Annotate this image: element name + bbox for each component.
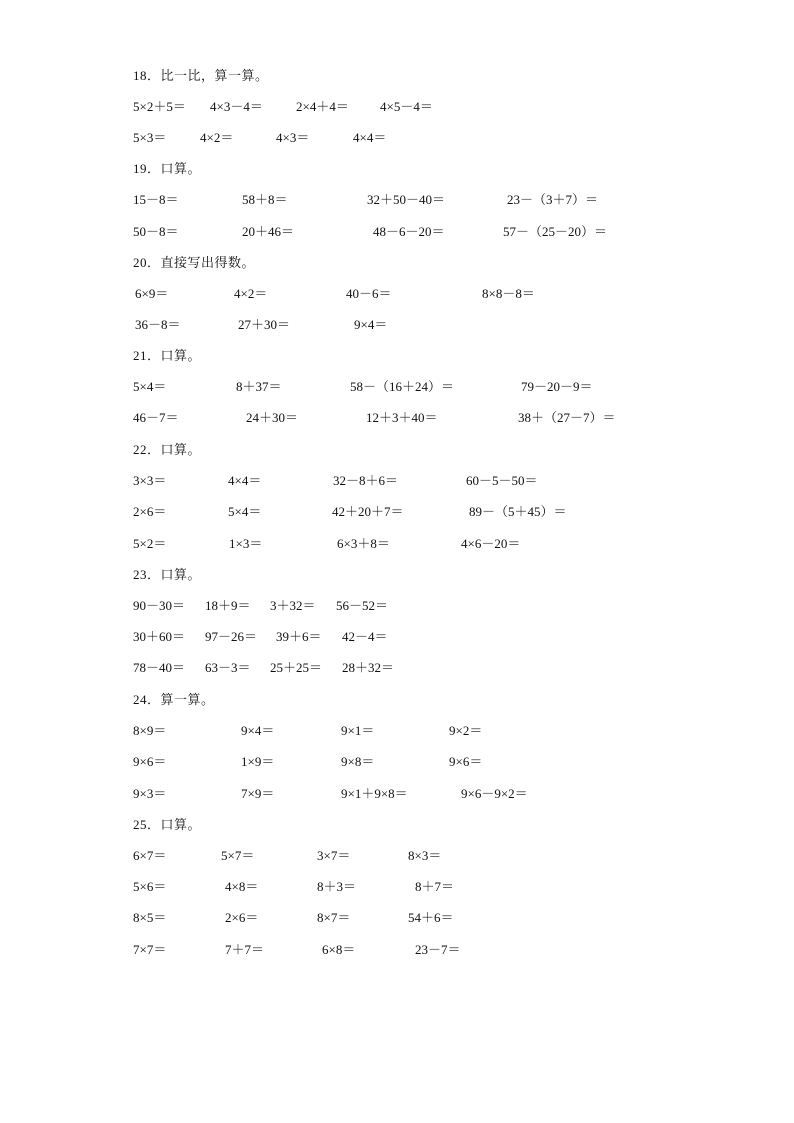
section-20-row-2 xyxy=(0,315,794,335)
problem: 3＋32＝ xyxy=(270,598,316,613)
section-23-row-3 xyxy=(0,658,794,678)
problem: 9×1＝ xyxy=(341,723,375,738)
problem: 32＋50－40＝ xyxy=(367,192,446,207)
problem: 8＋7＝ xyxy=(415,879,455,894)
problem: 42＋20＋7＝ xyxy=(332,504,404,519)
section-25-row-2 xyxy=(0,877,794,897)
section-20-title: 20．直接写出得数。 xyxy=(133,255,256,270)
problem: 7＋7＝ xyxy=(225,942,265,957)
problem: 2×6＝ xyxy=(133,504,167,519)
section-18-row-2 xyxy=(0,128,794,148)
problem: 4×8＝ xyxy=(225,879,259,894)
section-19-title: 19．口算。 xyxy=(133,161,202,176)
problem: 9×6－9×2＝ xyxy=(461,786,528,801)
problem: 63－3＝ xyxy=(205,660,251,675)
problem: 58＋8＝ xyxy=(242,192,288,207)
problem: 30＋60＝ xyxy=(133,629,186,644)
problem: 6×8＝ xyxy=(322,942,356,957)
problem: 24＋30＝ xyxy=(246,410,299,425)
problem: 8×8－8＝ xyxy=(482,286,535,301)
problem: 15－8＝ xyxy=(133,192,179,207)
problem: 7×7＝ xyxy=(133,942,167,957)
section-25-row-3 xyxy=(0,908,794,928)
problem: 3×3＝ xyxy=(133,473,167,488)
problem: 56－52＝ xyxy=(336,598,389,613)
problem: 20＋46＝ xyxy=(242,224,295,239)
section-18-row-1 xyxy=(0,97,794,117)
problem: 9×4＝ xyxy=(354,317,388,332)
section-25-row-4 xyxy=(0,940,794,960)
problem: 58－（16＋24）＝ xyxy=(350,379,455,394)
section-25-row-1 xyxy=(0,846,794,866)
problem: 4×3－4＝ xyxy=(210,99,263,114)
problem: 36－8＝ xyxy=(135,317,181,332)
section-22-row-1 xyxy=(0,471,794,491)
problem: 57－（25－20）＝ xyxy=(503,224,608,239)
section-18-title: 18．比一比，算一算。 xyxy=(133,68,269,83)
problem: 8＋3＝ xyxy=(317,879,357,894)
problem: 5×7＝ xyxy=(221,848,255,863)
section-25-title: 25．口算。 xyxy=(133,817,202,832)
problem: 4×5－4＝ xyxy=(380,99,433,114)
problem: 6×3＋8＝ xyxy=(337,536,390,551)
problem: 90－30＝ xyxy=(133,598,186,613)
problem: 5×6＝ xyxy=(133,879,167,894)
problem: 9×8＝ xyxy=(341,754,375,769)
problem: 4×4＝ xyxy=(228,473,262,488)
problem: 12＋3＋40＝ xyxy=(366,410,438,425)
section-24-title: 24．算一算。 xyxy=(133,692,215,707)
section-22-row-2 xyxy=(0,502,794,522)
problem: 8＋37＝ xyxy=(236,379,282,394)
section-19-row-1 xyxy=(0,190,794,210)
problem: 25＋25＝ xyxy=(270,660,323,675)
problem: 9×2＝ xyxy=(449,723,483,738)
section-22-row-3 xyxy=(0,534,794,554)
problem: 8×5＝ xyxy=(133,910,167,925)
problem: 97－26＝ xyxy=(205,629,258,644)
section-20-row-1 xyxy=(0,284,794,304)
problem: 79－20－9＝ xyxy=(521,379,593,394)
section-22-title: 22．口算。 xyxy=(133,442,202,457)
section-24-row-3 xyxy=(0,784,794,804)
problem: 40－6＝ xyxy=(346,286,392,301)
problem: 1×3＝ xyxy=(229,536,263,551)
problem: 4×2＝ xyxy=(234,286,268,301)
problem: 2×6＝ xyxy=(225,910,259,925)
problem: 5×4＝ xyxy=(133,379,167,394)
section-19-row-2 xyxy=(0,222,794,242)
problem: 27＋30＝ xyxy=(238,317,291,332)
section-24-row-2 xyxy=(0,752,794,772)
problem: 5×2＋5＝ xyxy=(133,99,186,114)
problem: 5×2＝ xyxy=(133,536,167,551)
problem: 4×6－20＝ xyxy=(461,536,521,551)
problem: 8×3＝ xyxy=(408,848,442,863)
problem: 8×7＝ xyxy=(317,910,351,925)
problem: 42－4＝ xyxy=(342,629,388,644)
section-23-row-2 xyxy=(0,627,794,647)
problem: 50－8＝ xyxy=(133,224,179,239)
section-21-row-2 xyxy=(0,408,794,428)
problem: 9×4＝ xyxy=(241,723,275,738)
problem: 3×7＝ xyxy=(317,848,351,863)
problem: 4×2＝ xyxy=(200,130,234,145)
problem: 2×4＋4＝ xyxy=(296,99,349,114)
section-23-row-1 xyxy=(0,596,794,616)
problem: 60－5－50＝ xyxy=(466,473,538,488)
section-21-row-1 xyxy=(0,377,794,397)
problem: 9×3＝ xyxy=(133,786,167,801)
problem: 78－40＝ xyxy=(133,660,186,675)
problem: 4×3＝ xyxy=(276,130,310,145)
problem: 54＋6＝ xyxy=(408,910,454,925)
problem: 46－7＝ xyxy=(133,410,179,425)
problem: 5×4＝ xyxy=(228,504,262,519)
problem: 28＋32＝ xyxy=(342,660,395,675)
problem: 48－6－20＝ xyxy=(373,224,445,239)
problem: 89－（5＋45）＝ xyxy=(469,504,567,519)
problem: 1×9＝ xyxy=(241,754,275,769)
problem: 5×3＝ xyxy=(133,130,167,145)
problem: 18＋9＝ xyxy=(205,598,251,613)
problem: 9×6＝ xyxy=(133,754,167,769)
section-23-title: 23．口算。 xyxy=(133,567,202,582)
problem: 23－（3＋7）＝ xyxy=(507,192,599,207)
problem: 6×7＝ xyxy=(133,848,167,863)
problem: 23－7＝ xyxy=(415,942,461,957)
problem: 6×9＝ xyxy=(135,286,169,301)
problem: 38＋（27－7）＝ xyxy=(518,410,616,425)
section-21-title: 21．口算。 xyxy=(133,348,202,363)
problem: 9×1＋9×8＝ xyxy=(341,786,408,801)
problem: 4×4＝ xyxy=(353,130,387,145)
problem: 9×6＝ xyxy=(449,754,483,769)
problem: 32－8＋6＝ xyxy=(333,473,399,488)
problem: 7×9＝ xyxy=(241,786,275,801)
problem: 8×9＝ xyxy=(133,723,167,738)
problem: 39＋6＝ xyxy=(276,629,322,644)
section-24-row-1 xyxy=(0,721,794,741)
